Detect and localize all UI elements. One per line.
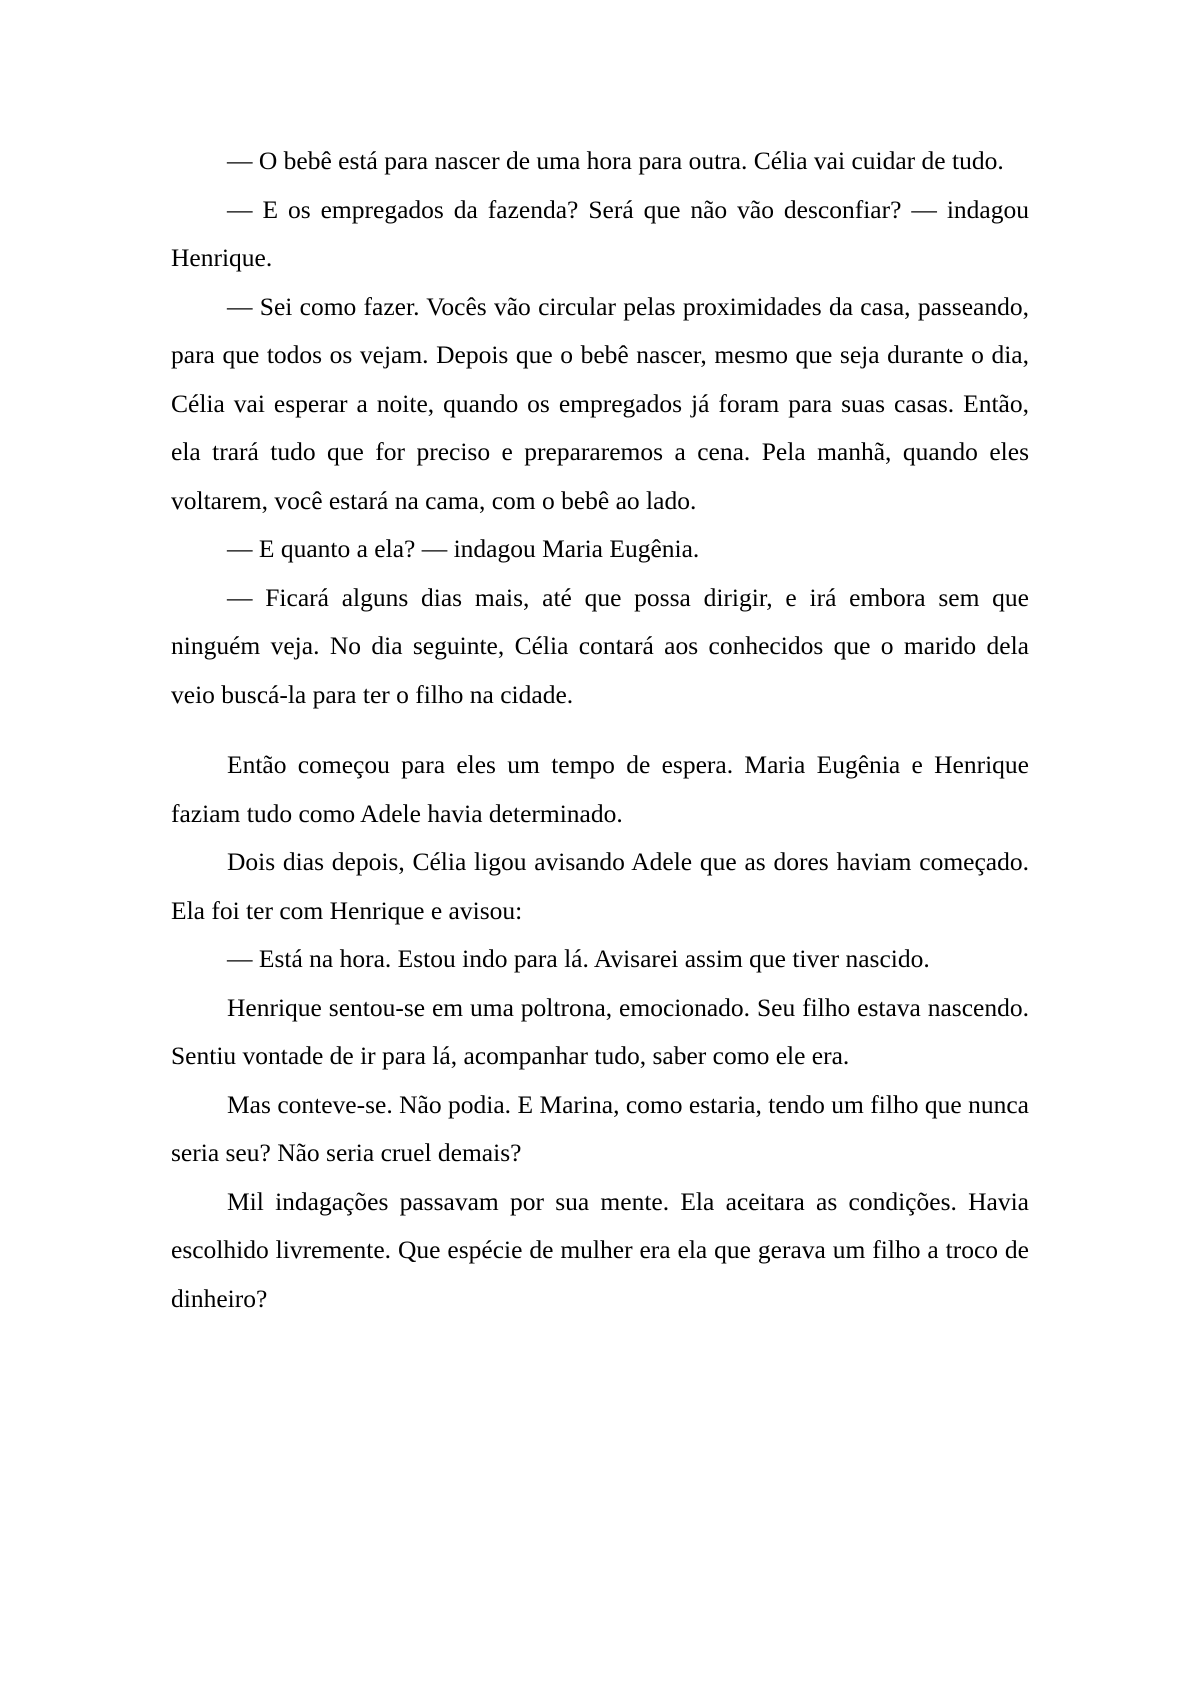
paragraph-2: — E os empregados da fazenda? Será que não vão desconfiar? — indagou Henrique. xyxy=(171,194,1029,272)
paragraph-5: — Ficará alguns dias mais, até que possa dirigir, e irá embora sem que ninguém veja. No dia seguinte, Célia contará aos conhecidos que o marido dela veio buscá-la para ter o filho na cidade. xyxy=(171,582,1029,709)
paragraph-9: Henrique sentou-se em uma poltrona, emocionado. Seu filho estava nascendo. Sentiu vontade de ir para lá, acompanhar tudo, saber como ele era. xyxy=(171,992,1029,1070)
paragraph-7: Dois dias depois, Célia ligou avisando Adele que as dores haviam começado. Ela foi ter com Henrique e avisou: xyxy=(171,847,1029,925)
paragraph-10: Mas conteve-se. Não podia. E Marina, como estaria, tendo um filho que nunca seria seu? Não seria cruel demais? xyxy=(171,1089,1029,1167)
paragraph-6: Então começou para eles um tempo de espera. Maria Eugênia e Henrique faziam tudo como Adele havia determinado. xyxy=(171,750,1029,828)
paragraph-3: — Sei como fazer. Vocês vão circular pelas proximidades da casa, passeando, para que todos os vejam. Depois que o bebê nascer, mesmo que seja durante o dia, Célia vai esperar a noite, quando os empregados já foram para suas casas. Então, ela trará tudo que for preciso e prepararemos a cena. Pela manhã, quando eles voltarem, você estará na cama, com o bebê ao lado. xyxy=(171,291,1029,515)
paragraph-4: — E quanto a ela? — indagou Maria Eugênia. xyxy=(227,534,700,563)
paragraph-8: — Está na hora. Estou indo para lá. Avisarei assim que tiver nascido. xyxy=(227,944,930,973)
paragraph-11: Mil indagações passavam por sua mente. Ela aceitara as condições. Havia escolhido livremente. Que espécie de mulher era ela que gerava um filho a troco de dinheiro? xyxy=(171,1186,1029,1313)
body-text xyxy=(171,137,1029,1323)
paragraph-1: — O bebê está para nascer de uma hora para outra. Célia vai cuidar de tudo. xyxy=(227,146,1004,175)
